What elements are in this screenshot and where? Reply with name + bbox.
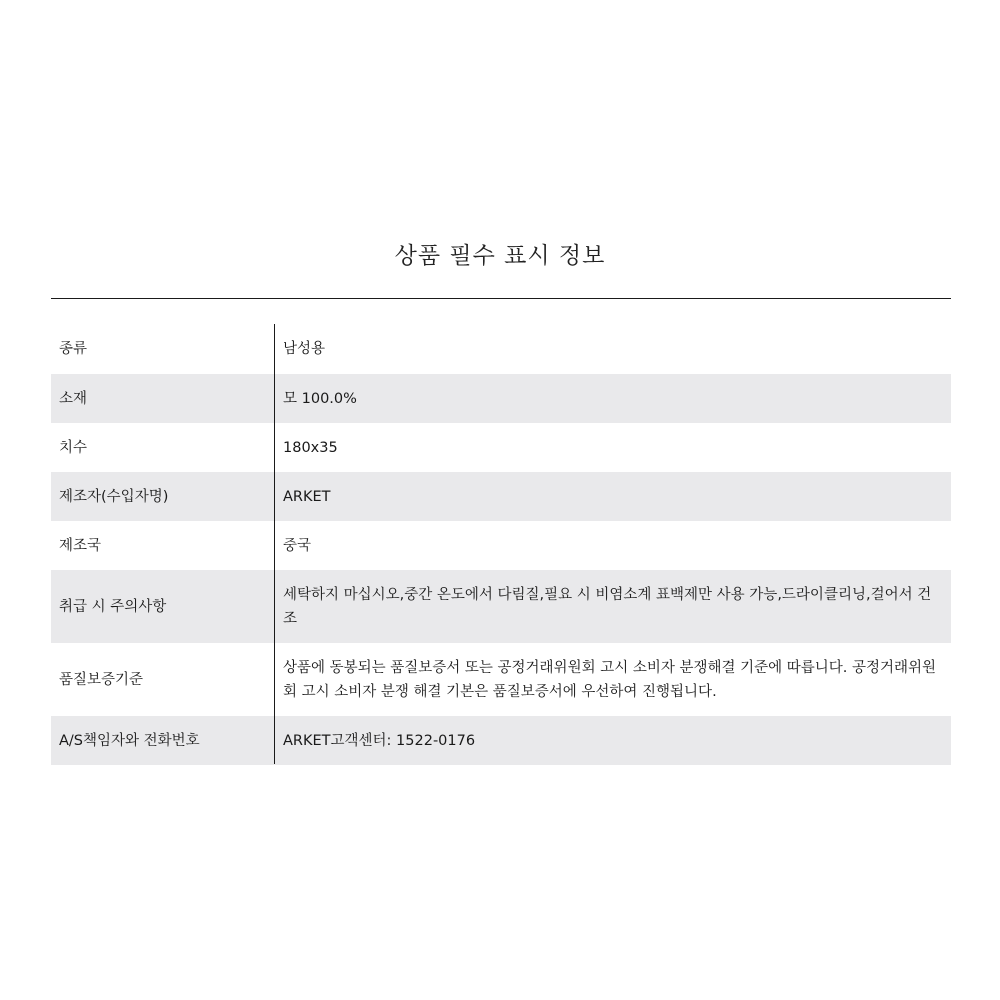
table-row-material: [51, 374, 951, 423]
row-label: 종류: [59, 341, 88, 357]
table-row-type: [51, 324, 951, 374]
column-divider: [274, 324, 275, 764]
row-value: 중국: [283, 537, 312, 554]
row-value: 세탁하지 마십시오,중간 온도에서 다림질,필요 시 비염소계 표백제만 사용 가능,드라이클리닝,걸어서 건조: [283, 586, 932, 627]
table-row-size: [51, 423, 951, 472]
title-divider: [51, 298, 951, 299]
table-row-care: [51, 570, 951, 643]
row-label: 품질보증기준: [59, 671, 144, 688]
row-value: 남성용: [283, 341, 326, 357]
row-value: 180x35: [283, 439, 338, 456]
table-row-warranty: [51, 643, 951, 716]
row-value: 상품에 동봉되는 품질보증서 또는 공정거래위원회 고시 소비자 분쟁해결 기준에 따릅니다. 공정거래위원회 고시 소비자 분쟁 해결 기본은 품질보증서에 우선하여 진행됩니다.: [283, 659, 936, 700]
row-label: 제조국: [59, 537, 102, 554]
table-row-country: [51, 521, 951, 570]
row-value: ARKET: [283, 488, 331, 505]
row-label: 소재: [59, 390, 88, 407]
table-row-manufacturer: [51, 472, 951, 521]
product-info-table: [51, 324, 951, 765]
row-value: ARKET고객센터: 1522-0176: [283, 732, 476, 749]
row-value: 모 100.0%: [283, 390, 357, 407]
row-label: 제조자(수입자명): [59, 488, 169, 505]
page-title: 상품 필수 표시 정보: [394, 243, 606, 269]
row-label: 치수: [59, 439, 88, 456]
row-label: A/S책임자와 전화번호: [59, 732, 200, 749]
row-label: 취급 시 주의사항: [59, 598, 167, 615]
table-row-service-contact: [51, 716, 951, 765]
